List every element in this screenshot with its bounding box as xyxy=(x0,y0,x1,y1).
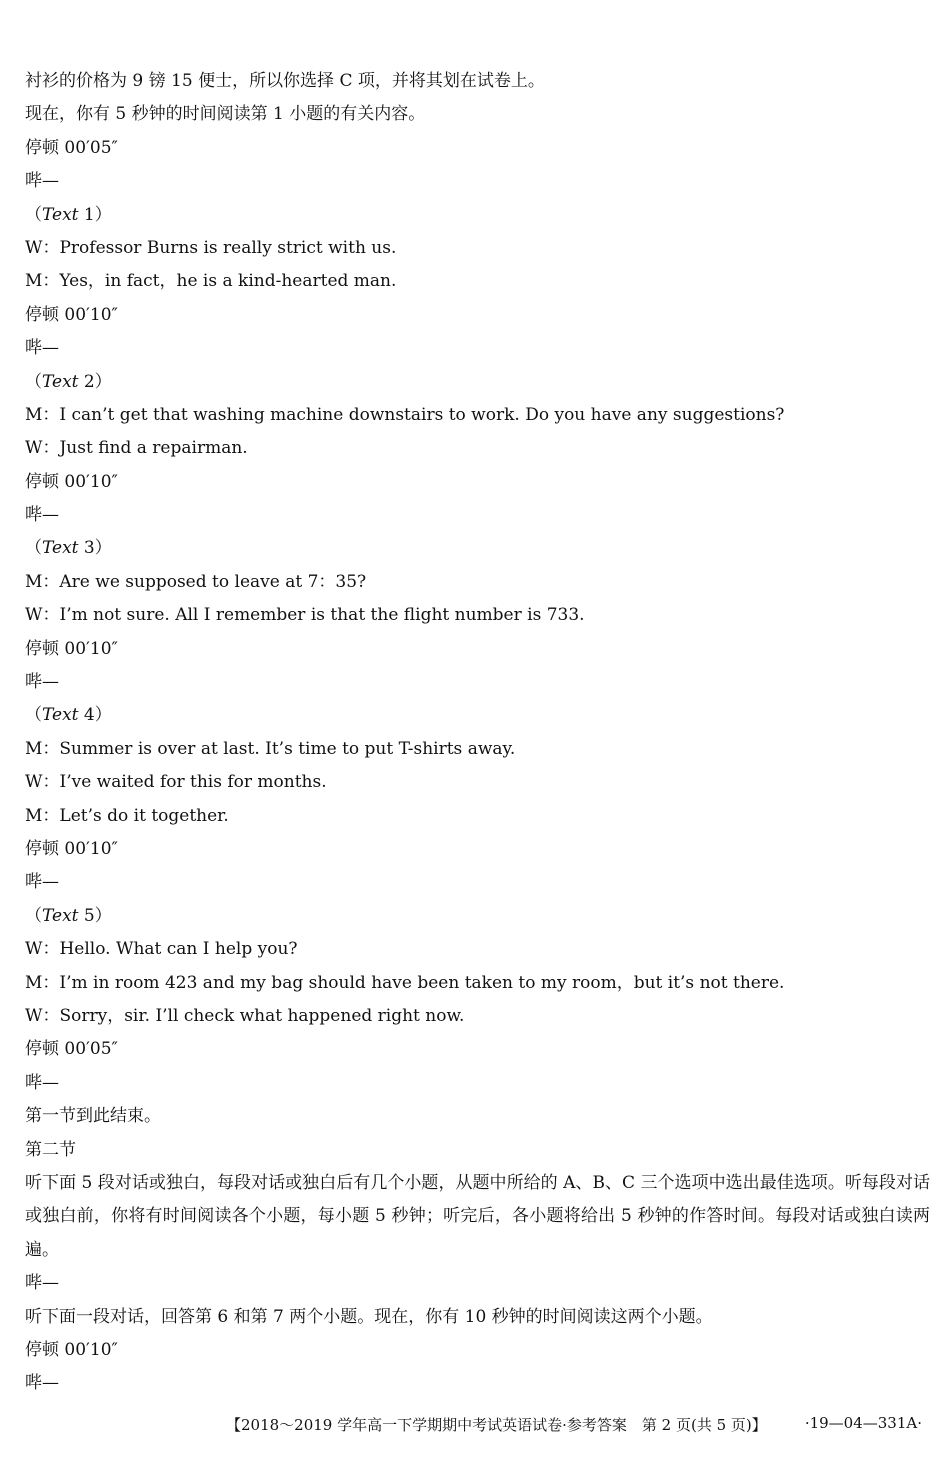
text-label-word: Text xyxy=(42,204,79,225)
transcript-line: 停顿 00′10″ xyxy=(25,304,118,325)
document-body xyxy=(25,65,930,1401)
transcript-line: 停顿 00′05″ xyxy=(25,1039,118,1060)
text-label xyxy=(25,366,930,399)
transcript-line: 停顿 00′10″ xyxy=(25,838,118,859)
transcript-line: W：Sorry，sir. I’ll check what happened right now. xyxy=(25,1005,465,1026)
transcript-line: 衬衫的价格为 9 镑 15 便士，所以你选择 C 项，并将其划在试卷上。 xyxy=(25,71,545,91)
footer-exam-title: 【2018～2019 学年高一下学期期中考试英语试卷·参考答案 第 2 页(共 5 页)】 xyxy=(226,1416,767,1434)
transcript-line: 停顿 00′10″ xyxy=(25,1339,118,1360)
footer-document-code: ·19—04—331A· xyxy=(804,1414,922,1432)
transcript-line: W：I’ve waited for this for months. xyxy=(25,772,327,793)
transcript-line: M：I’m in room 423 and my bag should have been taken to my room，but it’s not there. xyxy=(25,972,785,993)
text-label-open: （ xyxy=(25,538,42,559)
transcript-line: 哔— xyxy=(25,1373,59,1394)
transcript-line: W：Professor Burns is really strict with us. xyxy=(25,237,397,258)
text-label xyxy=(25,699,930,732)
transcript-line: 哔— xyxy=(25,1072,59,1093)
transcript-line: W：Hello. What can I help you? xyxy=(25,939,298,960)
transcript-line: 哔— xyxy=(25,872,59,893)
text-label-number: 3） xyxy=(78,538,112,559)
transcript-line: M：Summer is over at last. It’s time to put T-shirts away. xyxy=(25,738,516,759)
transcript-line: M：Are we supposed to leave at 7：35? xyxy=(25,571,367,592)
transcript-tail-lines xyxy=(25,1267,930,1401)
transcript-line: 停顿 00′10″ xyxy=(25,471,118,492)
transcript-line: 第二节 xyxy=(25,1139,76,1160)
text-label xyxy=(25,532,930,565)
text-label-word: Text xyxy=(42,905,79,926)
text-label-number: 5） xyxy=(78,905,112,926)
page-footer xyxy=(0,1414,950,1438)
transcript-line: 哔— xyxy=(25,672,59,693)
text-label-word: Text xyxy=(42,538,79,559)
transcript-line: 哔— xyxy=(25,1273,59,1294)
transcript-line: W：I’m not sure. All I remember is that the flight number is 733. xyxy=(25,605,585,626)
transcript-line: 哔— xyxy=(25,505,59,526)
transcript-line: 哔— xyxy=(25,338,59,359)
text-label-number: 1） xyxy=(78,204,112,225)
transcript-line: 现在，你有 5 秒钟的时间阅读第 1 小题的有关内容。 xyxy=(25,104,426,125)
transcript-line: 第一节到此结束。 xyxy=(25,1106,161,1127)
text-label xyxy=(25,199,930,232)
section2-instructions: 听下面 5 段对话或独白，每段对话或独白后有几个小题，从题中所给的 A、B、C 三个选项中选出最佳选项。听每段对话或独白前，你将有时间阅读各个小题，每小题 5 秒钟；听完后，各小题将给出 5 秒钟的作答时间。每段对话或独白读两遍。 xyxy=(25,1172,930,1260)
transcript-lines xyxy=(25,65,930,1167)
transcript-line: 听下面一段对话，回答第 6 和第 7 两个小题。现在，你有 10 秒钟的时间阅读这两个小题。 xyxy=(25,1306,713,1327)
transcript-line: M：Let’s do it together. xyxy=(25,805,229,826)
transcript-line: 哔— xyxy=(25,171,59,192)
text-label-open: （ xyxy=(25,204,42,225)
text-label-number: 4） xyxy=(78,705,112,726)
transcript-line: M：I can’t get that washing machine downstairs to work. Do you have any suggestions? xyxy=(25,404,785,425)
text-label-open: （ xyxy=(25,371,42,392)
text-label-number: 2） xyxy=(78,371,112,392)
text-label-open: （ xyxy=(25,905,42,926)
text-label-word: Text xyxy=(42,371,79,392)
transcript-line: M：Yes，in fact，he is a kind-hearted man. xyxy=(25,271,397,292)
text-label-open: （ xyxy=(25,705,42,726)
transcript-line: 停顿 00′05″ xyxy=(25,137,118,158)
text-label-word: Text xyxy=(42,705,79,726)
transcript-line: 停顿 00′10″ xyxy=(25,638,118,659)
transcript-line: W：Just find a repairman. xyxy=(25,438,248,459)
text-label xyxy=(25,900,930,933)
